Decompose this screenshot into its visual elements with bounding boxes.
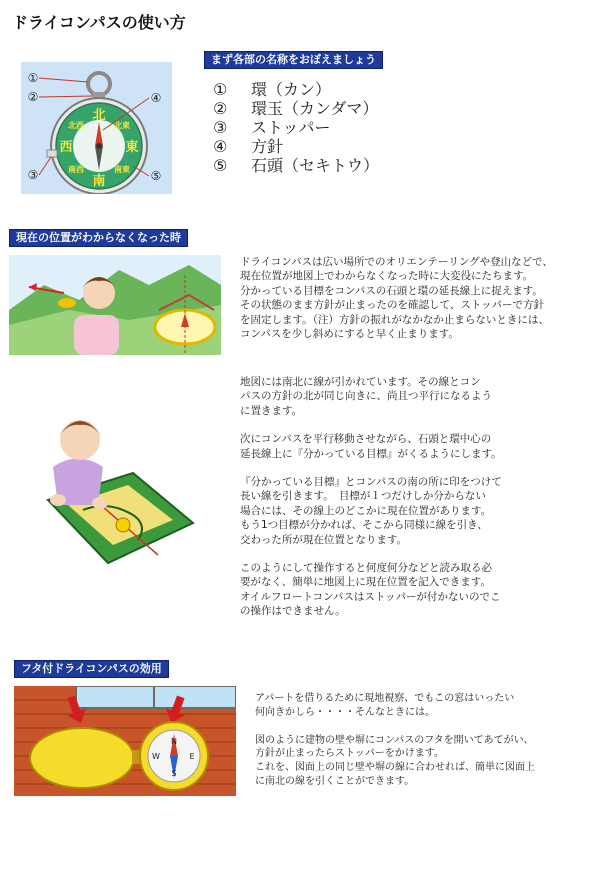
page-title: ドライコンパスの使い方: [12, 13, 186, 32]
leader-line-2: [39, 96, 93, 97]
part-number: ⑤: [213, 156, 228, 175]
compass-lid: [30, 728, 134, 788]
sighting-illustration: [9, 255, 221, 355]
callout-1: ①: [27, 71, 39, 85]
wall-compass-illustration: [14, 686, 236, 796]
text-line: 要がなく、簡単に地図上に現在位置を記入できます。: [240, 576, 491, 589]
part-name: 環玉（カンダマ）: [251, 99, 379, 118]
dial-label-north: 北: [92, 108, 106, 123]
text-line: 地図には南北に線が引かれています。その線とコン: [240, 376, 481, 388]
needle-pivot: [96, 143, 102, 149]
parts-list-item: [213, 156, 379, 175]
section-banner-lost-text: 現在の位置がわからなくなった時: [16, 231, 181, 244]
callout-4: ④: [150, 91, 162, 105]
person-body: [74, 315, 119, 355]
part-number: ①: [213, 80, 228, 99]
text-line: オイルフロートコンパスはストッパーが付かないのでこ: [240, 590, 501, 603]
text-line: 次にコンパスを平行移動させながら、石頭と環中心の: [240, 433, 492, 446]
paragraph-lid: [255, 692, 607, 789]
callout-2: ②: [27, 90, 39, 104]
text-line: の操作はできません。: [240, 605, 346, 618]
wall-scene: [14, 686, 236, 796]
callout-3: ③: [27, 168, 39, 182]
text-line: 分かっている目標をコンパスの石頭と環の延長線上に捉えます。: [240, 284, 543, 297]
text-line: もう1つ目標が分かれば、そこから同様に線を引き、: [240, 519, 488, 532]
text-line: 何向きかしら・・・・そんなときには。: [255, 706, 435, 718]
person-hand-right: [92, 497, 108, 509]
text-line: を固定します。（注）方針の振れがなかなか止まらないときには、: [240, 313, 549, 326]
ring-part: [88, 73, 110, 95]
dial-n: N: [171, 737, 177, 746]
person-hand-left: [50, 494, 66, 506]
dial-w: W: [152, 752, 160, 761]
compass-diagram: [21, 62, 172, 194]
map-reading-illustration: [38, 405, 198, 585]
part-name: ストッパー: [251, 118, 331, 137]
paragraph-intro: [240, 255, 605, 341]
text-line: に南北の線を引くことができます。: [255, 775, 415, 787]
text-line: その状態のまま方針が止まったのを確認して、ストッパーで方針: [240, 299, 544, 312]
part-name: 方針: [251, 137, 284, 156]
section-banner-lid-text: フタ付ドライコンパスの効用: [21, 662, 162, 675]
text-line: これを、図面上の同じ壁や塀の線に合わせれば、簡単に図面上: [255, 762, 535, 774]
part-name: 石頭（セキトウ）: [251, 156, 380, 175]
text-line: 交わった所が現在位置となります。: [240, 533, 408, 546]
text-line: パスの方針の北が同じ向きに、尚且つ平行になるよう: [240, 390, 492, 403]
leader-line-1: [39, 78, 88, 82]
map-scene: [38, 405, 198, 585]
sight-arrow: [29, 283, 37, 291]
callout-5: ⑤: [150, 169, 162, 183]
dial-label-west: 西: [59, 140, 73, 155]
text-line: 方針が止まったらストッパーをかけます。: [255, 748, 444, 760]
text-line: アパートを借りるために現地視察、でもこの窓はいったい: [255, 693, 515, 704]
sighting-scene: [9, 255, 221, 355]
dial-e: E: [189, 752, 195, 761]
text-line: コンパスを少し斜めにすると早く止まります。: [240, 328, 459, 341]
text-line: 図のように建物の壁や塀にコンパスのフタを開いてあてがい、: [255, 734, 534, 746]
text-line: 長い線を引きます。 目標が１つだけしか分からない: [240, 490, 486, 503]
part-number: ④: [213, 137, 228, 156]
text-line: 延長線上に『分かっている目標』がくるようにします。: [240, 447, 502, 460]
part-name: 環（カン）: [251, 80, 332, 99]
text-line: ドライコンパスは広い場所でのオリエンテーリングや登山などで、: [240, 256, 553, 268]
dial-label-east: 東: [125, 140, 139, 155]
stopper-part: [47, 150, 57, 157]
compass-parts-illustration: [21, 62, 172, 194]
dial-label-nw: 北西: [68, 121, 84, 130]
parts-list-item: [213, 137, 379, 156]
text-line: このようにして操作すると何度何分などと読み取る必: [240, 562, 492, 575]
paragraph-steps: [240, 375, 605, 619]
dial-label-sw: 南西: [68, 165, 84, 174]
parts-list-item: [213, 80, 379, 99]
section-banner-parts: [204, 51, 383, 69]
text-line: 現在位置が地図上でわからなくなった時に大変役にたちます。: [240, 270, 534, 283]
section-banner-lid: [14, 660, 169, 678]
parts-list: [213, 80, 379, 175]
window: [76, 686, 236, 708]
leader-line-3: [39, 157, 51, 175]
person-face: [60, 420, 100, 460]
part-number: ③: [213, 118, 228, 137]
part-number: ②: [213, 99, 228, 118]
dial-label-ne: 北東: [114, 121, 130, 130]
dial-label-se: 南東: [114, 165, 130, 174]
hand-compass: [58, 298, 76, 308]
parts-list-item: [213, 99, 379, 118]
text-line: 『分かっている目標』とコンパスの南の所に印をつけて: [240, 476, 502, 489]
section-banner-lost: [9, 229, 188, 247]
text-line: に置きます。: [240, 404, 303, 417]
dial-s: S: [171, 769, 177, 778]
parts-list-item: [213, 118, 379, 137]
dial-label-south: 南: [92, 174, 106, 189]
map-compass: [116, 518, 130, 532]
section-banner-parts-text: まず各部の名称をおぼえましょう: [211, 53, 376, 66]
text-line: 場合には、その線上のどこかに現在位置があります。: [240, 504, 492, 517]
